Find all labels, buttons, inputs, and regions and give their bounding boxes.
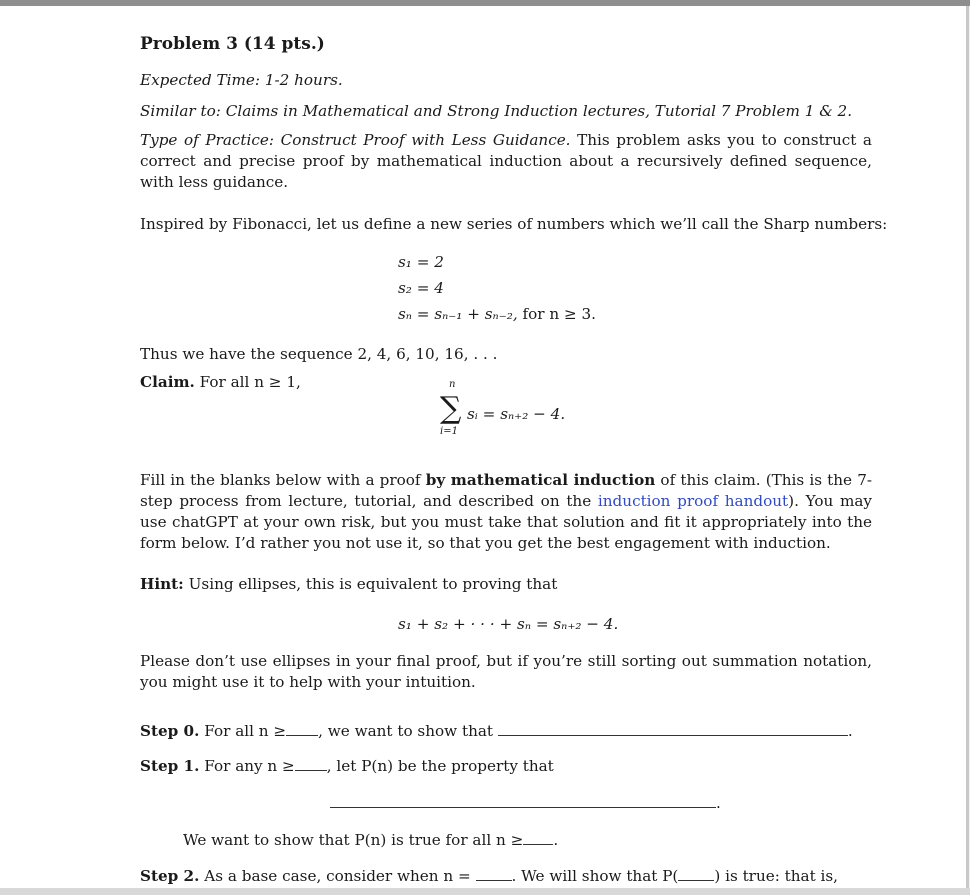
step2-text-c: ) is true: that is,	[714, 867, 839, 885]
recurrence-condition: for n ≥ 3.	[522, 305, 596, 323]
hint	[140, 574, 557, 595]
definition-s1: s₁ = 2	[398, 253, 444, 271]
fill-text-c: ). You may use chatGPT at your own risk, but you must take that solution and fit it appropriately into the form below. I’d rather you not use it, so that you get the best engagement with induction.	[140, 492, 873, 552]
step1-blank-n[interactable]	[295, 756, 327, 771]
induction-handout-link[interactable]: induction proof handout	[597, 492, 789, 510]
recurrence-formula: sₙ = sₙ₋₁ + sₙ₋₂,	[398, 305, 518, 323]
step1-text-b: , let P(n) be the property that	[326, 757, 554, 775]
viewer-bottom-border	[0, 888, 970, 895]
want-text-a: We want to show that P(n) is true for all n ≥	[183, 831, 524, 849]
sum-lower-limit: i=1	[440, 426, 458, 437]
document-page	[0, 6, 969, 888]
step0-text-b: , we want to show that	[318, 722, 494, 740]
fill-bold: by mathematical induction	[425, 471, 656, 489]
type-text: This problem asks you to construct a correct and precise proof by mathematical induction about a recursively defined sequence, with less guidance.	[140, 131, 872, 191]
intro-text: Inspired by Fibonacci, let us define a new series of numbers which we’ll call the Sharp numbers:	[140, 215, 888, 233]
step0-blank-n[interactable]	[286, 721, 318, 736]
problem-title: Problem 3 (14 pts.)	[140, 34, 325, 54]
type-of-practice	[140, 130, 872, 193]
claim-label: Claim.	[140, 373, 195, 391]
want-blank-n[interactable]	[523, 830, 553, 845]
definition-s2: s₂ = 4	[398, 279, 444, 297]
step1-text-a: For any n ≥	[204, 757, 295, 775]
step0-text-a: For all n ≥	[204, 722, 287, 740]
ellipses-note: Please don’t use ellipses in your final proof, but if you’re still sorting out summation notation, you might use it to help with your intuition.	[140, 652, 872, 691]
summation-sign: ∑	[440, 391, 462, 426]
property-line: .	[330, 793, 721, 814]
step-1	[140, 756, 554, 777]
similar-to: Similar to: Claims in Mathematical and Strong Induction lectures, Tutorial 7 Problem 1 & 2.	[140, 102, 853, 120]
sequence-text: Thus we have the sequence 2, 4, 6, 10, 16, . . .	[140, 345, 498, 363]
step0-blank-statement[interactable]	[498, 721, 848, 736]
fill-instructions	[140, 470, 872, 554]
step1-label: Step 1.	[140, 757, 200, 775]
definition-recurrence	[398, 304, 596, 325]
sum-upper-limit: n	[449, 379, 456, 390]
expected-time: Expected Time: 1-2 hours.	[140, 71, 343, 89]
step0-label: Step 0.	[140, 722, 200, 740]
hint-text: Using ellipses, this is equivalent to proving that	[183, 575, 558, 593]
hint-label: Hint:	[140, 575, 184, 593]
want-text-b: .	[553, 831, 559, 849]
fill-text-a: Fill in the blanks below with a proof	[140, 471, 426, 489]
step2-blank-n[interactable]	[476, 866, 512, 881]
sum-expression: sᵢ = sₙ₊₂ − 4.	[467, 405, 566, 423]
step2-text-a: As a base case, consider when n =	[204, 867, 471, 885]
step2-label: Step 2.	[140, 867, 200, 885]
claim	[140, 372, 301, 393]
step-0: Step 0. For all n ≥ , we want to show that .	[140, 722, 853, 740]
property-blank[interactable]	[330, 793, 716, 808]
hint-equation: s₁ + s₂ + · · · + sₙ = sₙ₊₂ − 4.	[398, 615, 619, 633]
fill-text-b: of this claim. (This is the 7-step process from lecture, tutorial, and described on the	[140, 471, 872, 510]
type-label: Type of Practice: Construct Proof with Less Guidance.	[140, 131, 571, 149]
step-2	[140, 866, 838, 887]
want-to-show	[183, 830, 558, 851]
step2-text-b: . We will show that P(	[511, 867, 679, 885]
step2-blank-p[interactable]	[678, 866, 714, 881]
claim-text: For all n ≥ 1,	[199, 373, 301, 391]
